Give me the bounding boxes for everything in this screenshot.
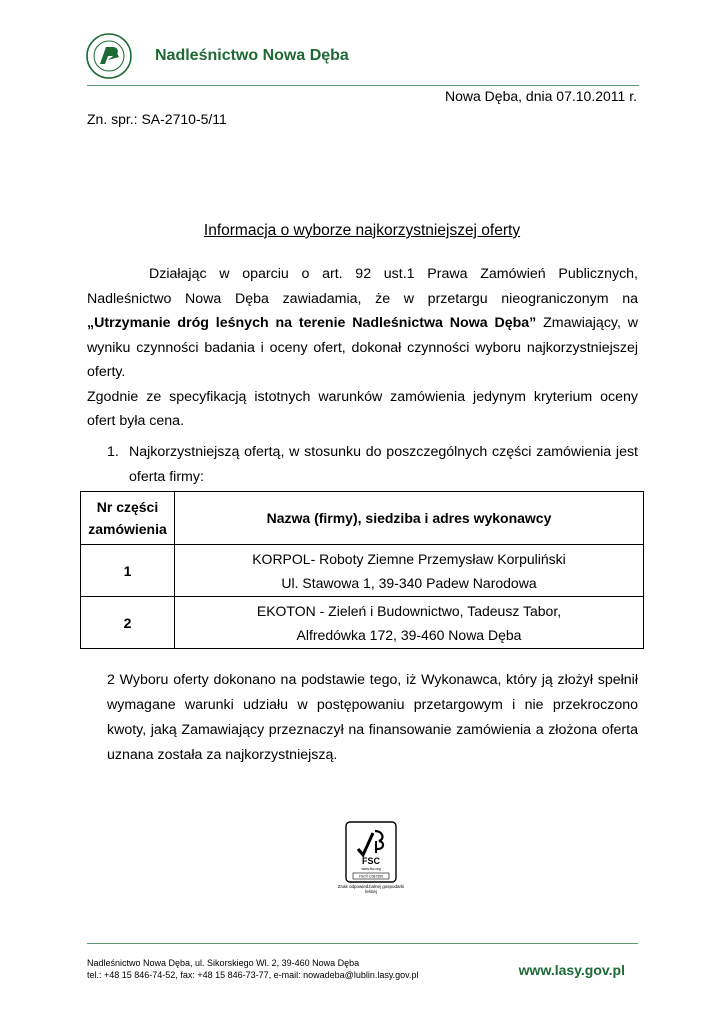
- list-number: 1.: [107, 444, 119, 460]
- justification-paragraph: 2 Wyboru oferty dokonano na podstawie tego, iż Wykonawca, który ją złożył spełnił wymagane warunki udziału w postępowaniu przetargowym i nie przekroczono kwoty, jaką Zamawiający przeznaczył na finansowanie zamówienia a złożona oferta uznana została za najkorzystniejszą.: [107, 672, 638, 763]
- table-header-part: Nr części zamówienia: [81, 492, 175, 545]
- fsc-site: www.fsc.org: [361, 867, 381, 871]
- criterion-text: Zgodnie ze specyfikacją istotnych warunków zamówienia jedynym kryterium oceny ofert była cena.: [87, 388, 638, 429]
- list-item: [107, 440, 638, 489]
- reference-number: Zn. spr.: SA-2710-5/11: [87, 111, 227, 127]
- header-rule: [87, 85, 639, 86]
- table-row: [81, 545, 644, 597]
- lasy-panstwowe-logo: [86, 33, 132, 79]
- part-number: 1: [81, 545, 175, 597]
- fsc-code: FSC® C087350: [359, 874, 383, 879]
- footer-website-link[interactable]: www.lasy.gov.pl: [518, 962, 625, 978]
- intro-text-1: Działając w oparciu o art. 92 ust.1 Prawa Zamówień Publicznych, Nadleśnictwo Nowa Dęba zawiadamia, że w przetargu nieograniczonym na: [87, 266, 638, 307]
- table-header-contractor: Nazwa (firmy), siedziba i adres wykonawcy: [175, 492, 644, 545]
- fsc-logo: [345, 821, 397, 883]
- contractor-cell: [175, 545, 644, 597]
- intro-paragraph: [87, 262, 638, 434]
- part-number: 2: [81, 597, 175, 649]
- table-row: [81, 597, 644, 649]
- contractor-name: KORPOL- Roboty Ziemne Przemysław Korpuliński: [252, 550, 566, 567]
- list-text: Najkorzystniejszą ofertą, w stosunku do poszczególnych części zamówienia jest oferta firmy:: [129, 444, 638, 485]
- contractor-name: EKOTON - Zieleń i Budownictwo, Tadeusz Tabor,: [256, 602, 562, 619]
- contractor-address: Alfredówka 172, 39-460 Nowa Dęba: [296, 626, 522, 643]
- fsc-caption: Znak odpowiedzialnej gospodarki leśnej: [337, 884, 405, 894]
- footer-rule: [87, 943, 638, 944]
- table-header-row: [81, 492, 644, 545]
- intro-text-2: Zmawiający, w wyniku czynności badania i oceny ofert, dokonał czynności wyboru najkorzystniejszej oferty.: [87, 315, 638, 380]
- organization-name: Nadleśnictwo Nowa Dęba: [155, 47, 349, 64]
- footer-address: Nadleśnictwo Nowa Dęba, ul. Sikorskiego Wl. 2, 39-460 Nowa Dęba: [87, 958, 360, 968]
- place-date: Nowa Dęba, dnia 07.10.2011 r.: [445, 88, 637, 104]
- contractor-address: Ul. Stawowa 1, 39-340 Padew Narodowa: [281, 574, 537, 591]
- fsc-label: FSC: [362, 856, 380, 866]
- contractor-cell: [175, 597, 644, 649]
- document-title: Informacja o wyborze najkorzystniejszej oferty: [203, 222, 521, 239]
- offers-table: [80, 491, 644, 649]
- tender-name: „Utrzymanie dróg leśnych na terenie Nadleśnictwa Nowa Dęba”: [87, 315, 537, 331]
- footer-contact: tel.: +48 15 846-74-52, fax: +48 15 846-73-77, e-mail: nowadeba@lublin.lasy.gov.pl: [87, 970, 419, 980]
